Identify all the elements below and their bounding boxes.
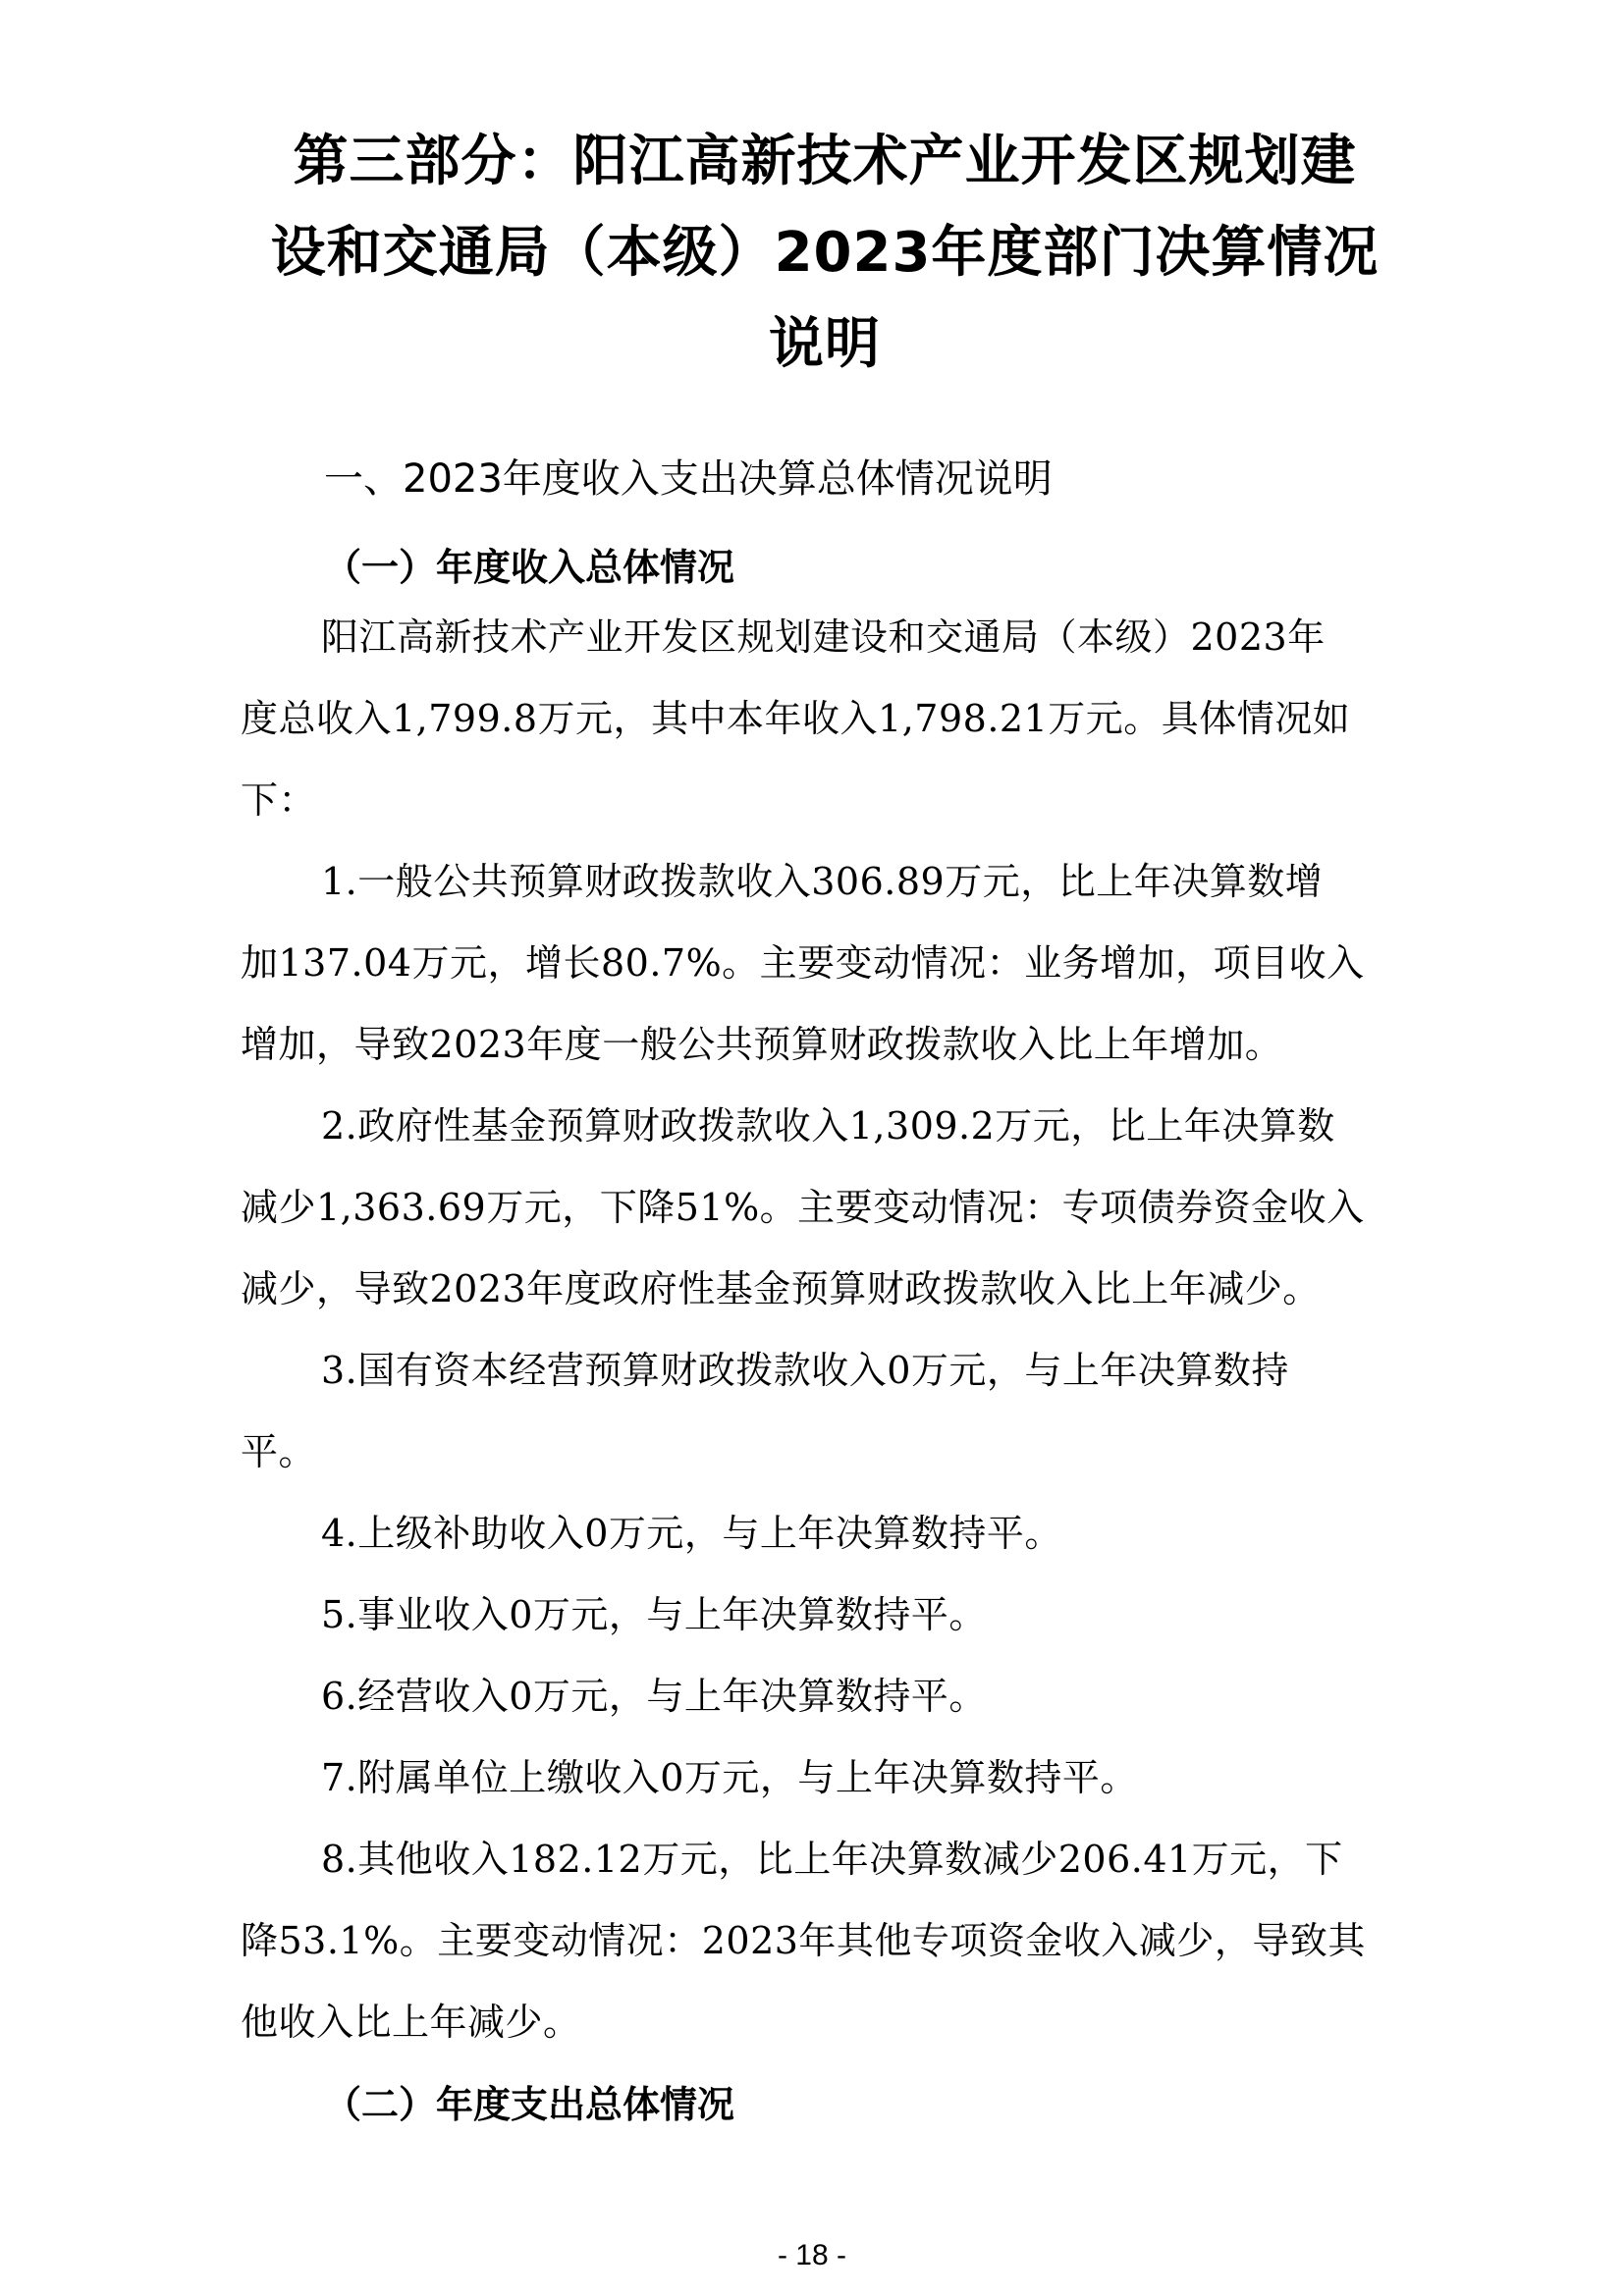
paragraph-line: 4.上级补助收入0万元，与上年决算数持平。	[321, 1512, 1062, 1555]
paragraph-line: 加137.04万元，增长80.7%。主要变动情况：业务增加，项目收入	[241, 941, 1365, 985]
paragraph-line: 阳江高新技术产业开发区规划建设和交通局（本级）2023年	[321, 615, 1326, 659]
section-heading: 一、2023年度收入支出决算总体情况说明	[324, 456, 1053, 502]
paragraph-line: 减少，导致2023年度政府性基金预算财政拨款收入比上年减少。	[241, 1267, 1321, 1310]
paragraph-line: 他收入比上年减少。	[241, 2001, 581, 2044]
paragraph-line: 增加，导致2023年度一般公共预算财政拨款收入比上年增加。	[241, 1023, 1283, 1066]
income-item-7	[241, 1737, 1409, 1819]
page-title	[241, 116, 1409, 390]
paragraph-line: 降53.1%。主要变动情况：2023年其他专项资金收入减少，导致其	[241, 1919, 1366, 1962]
income-item-1	[241, 841, 1409, 1086]
income-item-6	[241, 1656, 1409, 1737]
income-item-2	[241, 1086, 1409, 1330]
paragraph-line: 7.附属单位上缴收入0万元，与上年决算数持平。	[321, 1756, 1138, 1799]
title-line-1: 第三部分：阳江高新技术产业开发区规划建	[293, 130, 1357, 193]
paragraph-line: 2.政府性基金预算财政拨款收入1,309.2万元，比上年决算数	[321, 1104, 1335, 1148]
paragraph-line: 8.其他收入182.12万元，比上年决算数减少206.41万元，下	[321, 1838, 1343, 1881]
paragraph-line: 平。	[241, 1430, 317, 1473]
title-line-3: 说明	[769, 312, 881, 376]
paragraph-line: 5.事业收入0万元，与上年决算数持平。	[321, 1593, 987, 1636]
income-item-8	[241, 1819, 1409, 2063]
title-line-2: 设和交通局（本级）2023年度部门决算情况	[270, 221, 1380, 285]
paragraph-line: 下：	[241, 778, 317, 822]
paragraph-line: 3.国有资本经营预算财政拨款收入0万元，与上年决算数持	[321, 1349, 1289, 1392]
paragraph-line: 减少1,363.69万元，下降51%。主要变动情况：专项债券资金收入	[241, 1186, 1365, 1229]
intro-paragraph	[241, 597, 1409, 841]
page-number: - 18 -	[777, 2239, 847, 2271]
paragraph-line: 度总收入1,799.8万元，其中本年收入1,798.21万元。具体情况如	[241, 697, 1351, 740]
subsection-heading-income: （一）年度收入总体情况	[324, 546, 735, 589]
paragraph-line: 6.经营收入0万元，与上年决算数持平。	[321, 1675, 987, 1718]
income-item-5	[241, 1575, 1409, 1656]
income-item-3	[241, 1330, 1409, 1493]
subsection-heading-expenditure: （二）年度支出总体情况	[324, 2083, 735, 2126]
paragraph-line: 1.一般公共预算财政拨款收入306.89万元，比上年决算数增	[321, 860, 1324, 903]
income-item-4	[241, 1493, 1409, 1575]
